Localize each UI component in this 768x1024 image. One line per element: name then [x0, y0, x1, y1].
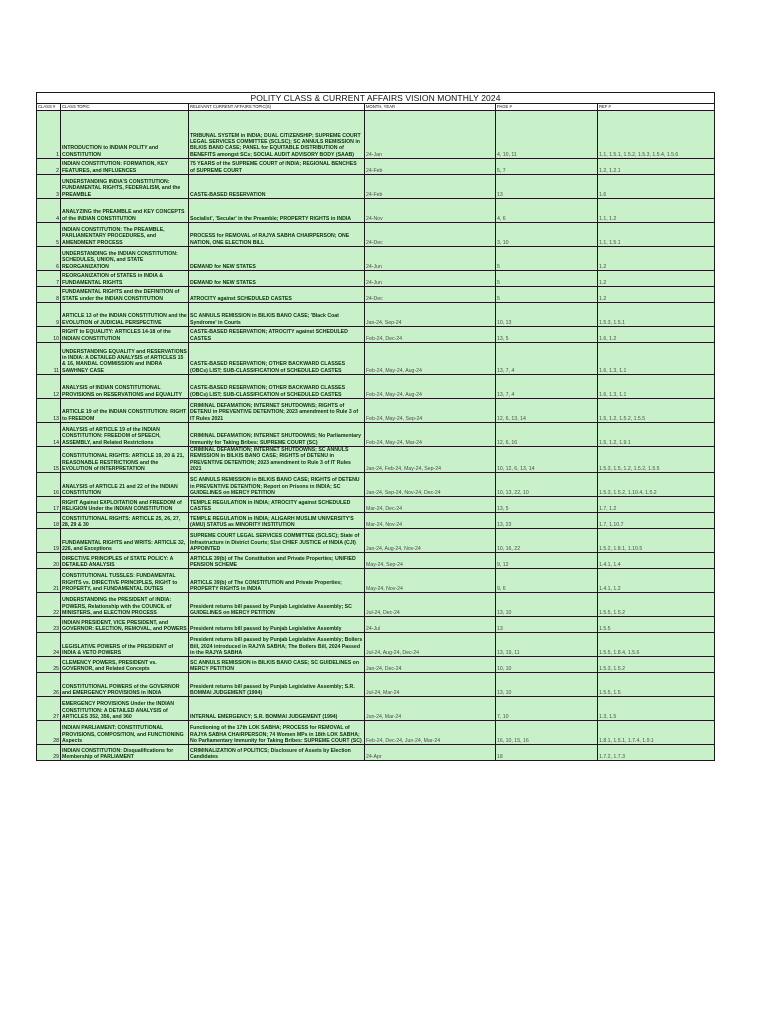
row-current-affairs: ATROCITY against SCHEDULED CASTES: [189, 287, 365, 303]
row-current-affairs: INTERNAL EMERGENCY; S.R. BOMMAI JUDGEMENT (1994): [189, 697, 365, 721]
row-ref: 1.8.1, 1.5.1, 1.7.4, 1.9.1: [598, 721, 715, 745]
row-month-year: 24-Jun: [365, 247, 496, 271]
table-row: [37, 497, 715, 513]
row-ref: 1.2: [598, 247, 715, 271]
row-month-year: Feb-24, Dec-24: [365, 327, 496, 343]
row-current-affairs: SC ANNULS REMISSION in BILKIS BANO CASE; 'Black Coat Syndrome' in Courts: [189, 303, 365, 327]
row-class-topic: CONSTITUTIONAL RIGHTS: ARTICLE 25, 26, 27, 28, 29 & 30: [61, 513, 189, 529]
row-page: 5: [496, 247, 598, 271]
row-ref: 1.7, 1.10.7: [598, 513, 715, 529]
row-class-topic: REORGANIZATION of STATES in INDIA & FUNDAMENTAL RIGHTS: [61, 271, 189, 287]
table-row: [37, 175, 715, 199]
row-ref: 1.5.5, 1.5.2: [598, 593, 715, 617]
table-row: [37, 199, 715, 223]
row-current-affairs: CRIMINALIZATION of POLITICS; Disclosure of Assets by Election Candidates: [189, 745, 365, 761]
row-class-number: 8: [37, 287, 61, 303]
row-class-topic: INDIAN CONSTITUTION: Disqualifications for Membership of PARLIAMENT: [61, 745, 189, 761]
row-class-number: 7: [37, 271, 61, 287]
row-ref: 1.5.3, 1.5.2: [598, 657, 715, 673]
row-month-year: Jan-24, Aug-24, Nov-24: [365, 529, 496, 553]
row-class-topic: INDIAN PRESIDENT, VICE PRESIDENT, and GOVERNOR: ELECTION, REMOVAL, and POWERS: [61, 617, 189, 633]
row-class-number: 18: [37, 513, 61, 529]
row-ref: 1.2, 1.2.1: [598, 159, 715, 175]
row-class-number: 6: [37, 247, 61, 271]
row-month-year: 24-Jul: [365, 617, 496, 633]
row-month-year: Jan-24, Sep-24: [365, 303, 496, 327]
row-page: 9, 12: [496, 553, 598, 569]
row-page: 4, 6: [496, 199, 598, 223]
table-row: [37, 617, 715, 633]
row-current-affairs: SUPREME COURT LEGAL SERVICES COMMITTEE (SCLSC); State of Infrastructure in District Courts; 51st CHIEF JUSTICE of INDIA (CJI) APPOINTED: [189, 529, 365, 553]
row-month-year: Jan-24, Feb-24, May-24, Sep-24: [365, 447, 496, 473]
row-ref: 1.5, 1.2, 1.9.1: [598, 423, 715, 447]
row-page: 7, 10: [496, 697, 598, 721]
row-class-number: 2: [37, 159, 61, 175]
table-row: [37, 569, 715, 593]
row-ref: 1.5.2, 1.8.1, 1.10.5: [598, 529, 715, 553]
header-ref: REF #: [598, 104, 715, 111]
row-class-topic: UNDERSTANDING the INDIAN CONSTITUTION: SCHEDULES, UNION, and STATE REORGANIZATION: [61, 247, 189, 271]
table-row: [37, 657, 715, 673]
row-class-number: 13: [37, 399, 61, 423]
table-row: [37, 593, 715, 617]
row-current-affairs: PROCESS for REMOVAL of RAJYA SABHA CHAIRPERSON; ONE NATION, ONE ELECTION BILL: [189, 223, 365, 247]
row-page: 5: [496, 271, 598, 287]
row-current-affairs: 75 YEARS of the SUPREME COURT of INDIA; REGIONAL BENCHES of SUPREME COURT: [189, 159, 365, 175]
row-class-topic: FUNDAMENTAL RIGHTS and WRITS: ARTICLE 32, 226, and Exceptions: [61, 529, 189, 553]
row-class-topic: ARTICLE 19 of the INDIAN CONSTITUTION: RIGHT to FREEDOM: [61, 399, 189, 423]
header-page: PAGE #: [496, 104, 598, 111]
row-current-affairs: TEMPLE REGULATION in INDIA; ALIGARH MUSLIM UNIVERSITY'S (AMU) STATUS as MINORITY INSTITUTION: [189, 513, 365, 529]
row-class-number: 21: [37, 569, 61, 593]
row-current-affairs: SC ANNULS REMISSION in BILKIS BANO CASE; RIGHTS of DETENU in PREVENTIVE DETENTION; Report on Prisons in INDIA; SC GUIDELINES on MERCY PETITION: [189, 473, 365, 497]
row-ref: 1.2: [598, 271, 715, 287]
row-page: 5: [496, 287, 598, 303]
table-row: [37, 327, 715, 343]
row-class-number: 23: [37, 617, 61, 633]
row-ref: 1.4.1, 1.2: [598, 569, 715, 593]
row-class-topic: EMERGENCY PROVISIONS Under the INDIAN CONSTITUTION: A DETAILED ANALYSIS of ARTICLES 352, 356, and 360: [61, 697, 189, 721]
table-row: [37, 111, 715, 159]
table-row: [37, 223, 715, 247]
row-class-topic: INDIAN PARLIAMENT: CONSTITUTIONAL PROVISIONS, COMPOSITION, and FUNCTIONING Aspects: [61, 721, 189, 745]
row-ref: 1.5.5, 1.5: [598, 673, 715, 697]
row-ref: 1.1, 1.2: [598, 199, 715, 223]
row-current-affairs: CASTE-BASED RESERVATION: [189, 175, 365, 199]
row-class-number: 10: [37, 327, 61, 343]
row-ref: 1.5.3, 1.5.1: [598, 303, 715, 327]
row-month-year: 24-Apr: [365, 745, 496, 761]
row-page: 4, 10, 11: [496, 111, 598, 159]
table-row: [37, 529, 715, 553]
row-page: 12, 6, 13, 14: [496, 399, 598, 423]
row-class-topic: UNDERSTANDING the PRESIDENT of INDIA: POWERS, Relationship with the COUNCIL of MINISTERS, and ELECTION PROCESS: [61, 593, 189, 617]
row-month-year: Mar-24, Dec-24: [365, 497, 496, 513]
row-ref: 1.5, 1.2, 1.5.2, 1.5.5: [598, 399, 715, 423]
row-class-number: 12: [37, 375, 61, 399]
row-class-number: 24: [37, 633, 61, 657]
row-class-number: 17: [37, 497, 61, 513]
row-class-number: 11: [37, 343, 61, 375]
row-class-number: 4: [37, 199, 61, 223]
row-month-year: Jul-24, Mar-24: [365, 673, 496, 697]
row-current-affairs: President returns bill passed by Punjab Legislative Assembly: [189, 617, 365, 633]
row-class-topic: RIGHT to EQUALITY: ARTICLES 14-18 of the INDIAN CONSTITUTION: [61, 327, 189, 343]
table-row: [37, 271, 715, 287]
table-row: [37, 745, 715, 761]
row-page: 13, 5: [496, 497, 598, 513]
table-row: [37, 721, 715, 745]
row-page: 5, 7: [496, 159, 598, 175]
row-class-topic: LEGISLATIVE POWERS of the PRESIDENT of INDIA & VETO POWERS: [61, 633, 189, 657]
table-row: [37, 423, 715, 447]
row-page: 10, 13: [496, 303, 598, 327]
row-class-topic: UNDERSTANDING INDIA'S CONSTITUTION: FUNDAMENTAL RIGHTS, FEDERALISM, and the PREAMBLE: [61, 175, 189, 199]
row-month-year: 24-Feb: [365, 159, 496, 175]
row-class-topic: ANALYSIS of ARTICLE 19 of the INDIAN CONSTITUTION: FREEDOM of SPEECH, ASSEMBLY, and Related Restrictions: [61, 423, 189, 447]
row-class-number: 1: [37, 111, 61, 159]
row-class-number: 15: [37, 447, 61, 473]
row-ref: 1.3, 1.5: [598, 697, 715, 721]
row-current-affairs: CRIMINAL DEFAMATION; INTERNET SHUTDOWNS; No Parliamentary Immunity for Taking Bribes: SUPREME COURT (SC): [189, 423, 365, 447]
row-ref: 1.5.5, 1.8.4, 1.5.6: [598, 633, 715, 657]
row-page: 12, 6, 16: [496, 423, 598, 447]
row-class-topic: CONSTITUTIONAL POWERS of the GOVERNOR and EMERGENCY PROVISIONS in INDIA: [61, 673, 189, 697]
row-class-number: 9: [37, 303, 61, 327]
row-class-number: 16: [37, 473, 61, 497]
spreadsheet: [36, 92, 714, 761]
row-ref: 1.6, 1.2: [598, 327, 715, 343]
row-month-year: 24-Feb: [365, 175, 496, 199]
row-class-number: 22: [37, 593, 61, 617]
row-current-affairs: ARTICLE 39(b) of The CONSTITUTION and Private Properties; PROPERTY RIGHTS in INDIA: [189, 569, 365, 593]
row-current-affairs: ARTICLE 39(b) of The Constitution and Private Properties; UNIFIED PENSION SCHEME: [189, 553, 365, 569]
table-row: [37, 513, 715, 529]
table-row: [37, 447, 715, 473]
row-page: 10, 13, 22, 10: [496, 473, 598, 497]
row-month-year: Jan-24, Sep-24, Nov-24, Dec-24: [365, 473, 496, 497]
row-month-year: Jun-24, Mar-24: [365, 697, 496, 721]
row-ref: 1.4.1, 1.4: [598, 553, 715, 569]
table-row: [37, 553, 715, 569]
row-page: 18: [496, 745, 598, 761]
row-month-year: Jan-24, Dec-24: [365, 657, 496, 673]
row-ref: 1.6: [598, 175, 715, 199]
row-page: 13: [496, 175, 598, 199]
row-ref: 1.6, 1.3, 1.1: [598, 343, 715, 375]
class-table: [36, 92, 715, 761]
row-month-year: Mar-24, Nov-24: [365, 513, 496, 529]
row-page: 10, 10: [496, 657, 598, 673]
row-class-topic: CONSTITUTIONAL RIGHTS: ARTICLE 19, 20 & 21, REASONABLE RESTRICTIONS and the EVOLUTION of INTERPRETATION: [61, 447, 189, 473]
row-page: 16, 10, 15, 16: [496, 721, 598, 745]
row-current-affairs: President returns bill passed by Punjab Legislative Assembly; Boilers Bill, 2024 introduced in RAJYA SABHA; The Boilers Bill, 2024 Passed in the RAJYA SABHA: [189, 633, 365, 657]
row-ref: 1.7.2, 1.7.3: [598, 745, 715, 761]
row-page: 9, 6: [496, 569, 598, 593]
row-current-affairs: CASTE-BASED RESERVATION; ATROCITY against SCHEDULED CASTES: [189, 327, 365, 343]
row-current-affairs: CASTE-BASED RESERVATION; OTHER BACKWARD CLASSES (OBCs) LIST; SUB-CLASSIFICATION of SCHEDULED CASTES: [189, 375, 365, 399]
row-current-affairs: Socialist', 'Secular' in the Preamble; PROPERTY RIGHTS in INDIA: [189, 199, 365, 223]
row-current-affairs: TEMPLE REGULATION in INDIA; ATROCITY against SCHEDULED CASTES: [189, 497, 365, 513]
header-current-affairs: RELEVANT CURRENT AFFAIRS TOPIC(S): [189, 104, 365, 111]
row-ref: 1.2: [598, 287, 715, 303]
row-class-topic: CLEMENCY POWERS, PRESIDENT vs. GOVERNOR, and Related Concepts: [61, 657, 189, 673]
row-ref: 1.7, 1.2: [598, 497, 715, 513]
row-page: 13, 10: [496, 593, 598, 617]
row-ref: 1.6, 1.3, 1.1: [598, 375, 715, 399]
row-class-number: 3: [37, 175, 61, 199]
row-current-affairs: DEMAND for NEW STATES: [189, 271, 365, 287]
row-class-topic: RIGHT Against EXPLOITATION and FREEDOM of RELIGION Under the INDIAN CONSTITUTION: [61, 497, 189, 513]
table-row: [37, 303, 715, 327]
row-class-number: 20: [37, 553, 61, 569]
row-month-year: Feb-24, May-24, Mar-24: [365, 423, 496, 447]
row-class-topic: ANALYZING the PREAMBLE and KEY CONCEPTS of the INDIAN CONSTITUTION: [61, 199, 189, 223]
row-class-topic: UNDERSTANDING EQUALITY and RESERVATIONS in INDIA: A DETAILED ANALYSIS of ARTICLES 15 & 16, MANDAL COMMISSION and INDRA SAWHNEY CASE: [61, 343, 189, 375]
row-month-year: 24-Jan: [365, 111, 496, 159]
row-month-year: 24-Jun: [365, 271, 496, 287]
table-row: [37, 633, 715, 657]
row-current-affairs: Functioning of the 17th LOK SABHA; PROCESS for REMOVAL of RAJYA SABHA CHAIRPERSON; 74 Women MPs in 18th LOK SABHA; No Parliamentary Immunity for Taking Bribes: SUPREME COURT (SC): [189, 721, 365, 745]
header-class-topic: CLASS TOPIC: [61, 104, 189, 111]
table-row: [37, 287, 715, 303]
row-ref: 1.1, 1.5.1: [598, 223, 715, 247]
row-page: 13, 19, 11: [496, 633, 598, 657]
row-month-year: Feb-24, May-24, Aug-24: [365, 343, 496, 375]
row-class-topic: FUNDAMENTAL RIGHTS and the DEFINITION of STATE under the INDIAN CONSTITUTION: [61, 287, 189, 303]
row-class-topic: INTRODUCTION to INDIAN POLITY and CONSTITUTION: [61, 111, 189, 159]
table-row: [37, 697, 715, 721]
row-month-year: Feb-24, May-24, Aug-24: [365, 375, 496, 399]
row-class-number: 5: [37, 223, 61, 247]
row-page: 13, 7, 4: [496, 343, 598, 375]
row-class-number: 29: [37, 745, 61, 761]
table-row: [37, 399, 715, 423]
row-ref: 1.5.3, 1.5.2, 1.10.4, 1.5.2: [598, 473, 715, 497]
sheet-title: POLITY CLASS & CURRENT AFFAIRS VISION MONTHLY 2024: [37, 93, 715, 104]
row-class-topic: ARTICLE 13 of the INDIAN CONSTITUTION and the EVOLUTION of JUDICIAL PERSPECTIVE: [61, 303, 189, 327]
row-class-number: 28: [37, 721, 61, 745]
row-month-year: 24-Dec: [365, 223, 496, 247]
row-month-year: May-24, Sep-24: [365, 553, 496, 569]
row-page: 13, 10: [496, 673, 598, 697]
row-page: 10, 12, 6, 13, 14: [496, 447, 598, 473]
table-row: [37, 473, 715, 497]
table-body: [37, 111, 715, 761]
header-month-year: MONTH, YEAR: [365, 104, 496, 111]
row-class-number: 19: [37, 529, 61, 553]
row-page: 13, 7, 4: [496, 375, 598, 399]
row-ref: 1.5.5: [598, 617, 715, 633]
row-current-affairs: DEMAND for NEW STATES: [189, 247, 365, 271]
row-class-number: 14: [37, 423, 61, 447]
row-class-number: 27: [37, 697, 61, 721]
row-month-year: Jul-24, Dec-24: [365, 593, 496, 617]
row-current-affairs: CASTE-BASED RESERVATION; OTHER BACKWARD CLASSES (OBCs) LIST; SUB-CLASSIFICATION of SCHEDULED CASTES: [189, 343, 365, 375]
table-row: [37, 159, 715, 175]
table-row: [37, 375, 715, 399]
row-current-affairs: SC ANNULS REMISSION in BILKIS BANO CASE; SC GUIDELINES on MERCY PETITION: [189, 657, 365, 673]
row-ref: 1.5.3, 1.5, 1.2, 1.5.2, 1.5.5: [598, 447, 715, 473]
row-month-year: 24-Dec: [365, 287, 496, 303]
row-page: 13: [496, 617, 598, 633]
row-ref: 1.1, 1.5.1, 1.5.2, 1.5.3, 1.5.4, 1.5.6: [598, 111, 715, 159]
row-current-affairs: President returns bill passed by Punjab Legislative Assembly; SC GUIDELINES on MERCY PETITION: [189, 593, 365, 617]
header-class-number: CLASS #: [37, 104, 61, 111]
table-row: [37, 673, 715, 697]
row-month-year: Feb-24, Dec-24, Jun-24, Mar-24: [365, 721, 496, 745]
row-month-year: May-24, Nov-24: [365, 569, 496, 593]
row-current-affairs: TRIBUNAL SYSTEM in INDIA; DUAL CITIZENSHIP; SUPREME COURT LEGAL SERVICES COMMITTEE (SCLSC); SC ANNULS REMISSION in BILKIS BANO CASE; PANEL for EQUITABLE DISTRIBUTION of BENEFITS amongst SCs; SOCIAL AUDIT ADVISORY BODY (SAAB): [189, 111, 365, 159]
row-current-affairs: President returns bill passed by Punjab Legislative Assembly; S.R. BOMMAI JUDGEMENT (1994): [189, 673, 365, 697]
row-month-year: Feb-24, May-24, Sep-24: [365, 399, 496, 423]
table-row: [37, 343, 715, 375]
row-page: 3, 10: [496, 223, 598, 247]
row-class-topic: ANALYSIS of INDIAN CONSTITUTIONAL PROVISIONS on RESERVATIONS and EQUALITY: [61, 375, 189, 399]
row-class-number: 25: [37, 657, 61, 673]
row-class-topic: DIRECTIVE PRINCIPLES of STATE POLICY: A DETAILED ANALYSIS: [61, 553, 189, 569]
row-page: 10, 16, 22: [496, 529, 598, 553]
row-month-year: 24-Nov: [365, 199, 496, 223]
row-page: 13, 23: [496, 513, 598, 529]
table-row: [37, 247, 715, 271]
row-current-affairs: CRIMINAL DEFAMATION; INTERNET SHUTDOWNS; RIGHTS of DETENU in PREVENTIVE DETENTION; 2023 amendment to Rule 3 of IT Rules 2021: [189, 399, 365, 423]
row-class-topic: ANALYSIS of ARTICLE 21 and 22 of the INDIAN CONSTITUTION: [61, 473, 189, 497]
row-class-topic: CONSTITUTIONAL TUSSLES: FUNDAMENTAL RIGHTS vs. DIRECTIVE PRINCIPLES, RIGHT to PROPERTY, and FUNDAMENTAL DUTIES: [61, 569, 189, 593]
row-class-topic: INDIAN CONSTITUTION: FORMATION, KEY FEATURES, and INFLUENCES: [61, 159, 189, 175]
row-class-number: 26: [37, 673, 61, 697]
row-current-affairs: CRIMINAL DEFAMATION; INTERNET SHUTDOWNS; SC ANNULS REMISSION in BILKIS BANO CASE; RIGHTS of DETENU in PREVENTIVE DETENTION; 2023 amendment to Rule 3 of IT Rules 2021: [189, 447, 365, 473]
row-page: 13, 5: [496, 327, 598, 343]
row-class-topic: INDIAN CONSTITUTION: The PREAMBLE, PARLIAMENTARY PROCEDURES, and AMENDMENT PROCESS: [61, 223, 189, 247]
row-month-year: Jul-24, Aug-24, Dec-24: [365, 633, 496, 657]
